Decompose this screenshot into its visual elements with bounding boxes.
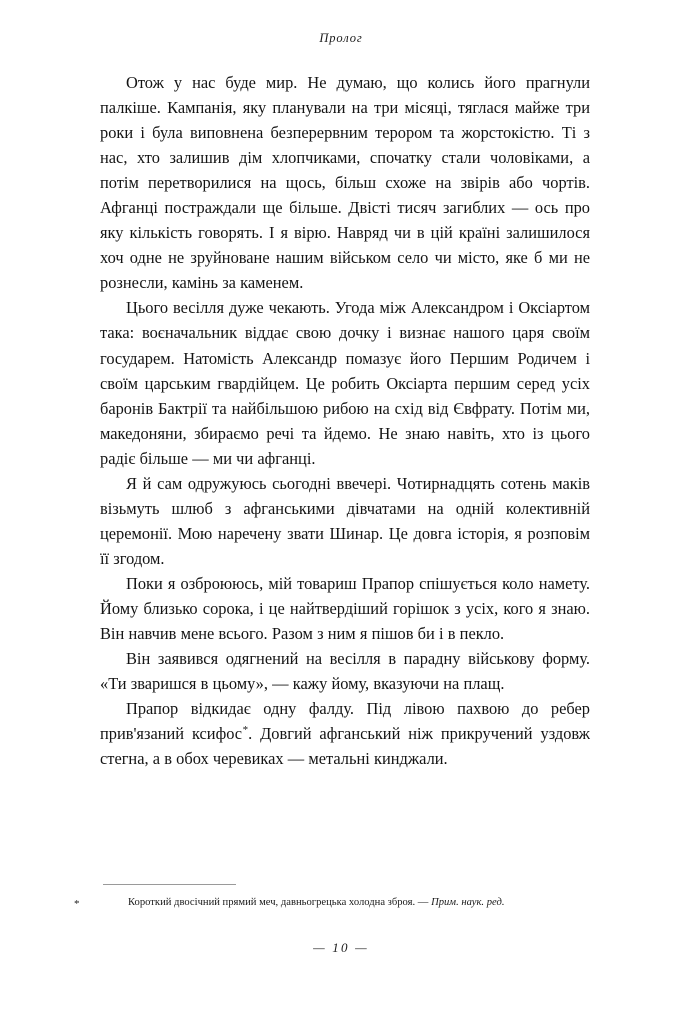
paragraph: Я й сам одружуюсь сьогодні ввечері. Чотирнадцять сотень маків візьмуть шлюб з афганськими дівчатами на одній колективній церемонії. Мою наречену звати Шинар. Це довга історія, я розповім її згодом.: [100, 473, 590, 568]
footnote-separator-rule: [103, 884, 236, 885]
footnote: [74, 896, 600, 910]
paragraph-text-after-ref: . Довгий афганський ніж прикручений уздовж стегна, а в обох черевиках — метальні кинджали.: [100, 724, 590, 769]
paragraph: Отож у нас буде мир. Не думаю, що колись його прагнули палкіше. Кампанія, яку планували на три місяці, тяглася майже три роки і була виповнена безперервним терором та жорстокістю. Ті з нас, хто залишив дім хлопчиками, спочатку стали чоловіками, а потім перетворилися на щось, більш схоже на звірів або чортів. Афганці постраждали ще більше. Двісті тисяч загиблих — ось про яку кількість говорять. І я вірю. Навряд чи в цій країні залишилося хоч одне не зруйноване нашим військом село чи місто, яке б ми не рознесли, камінь за каменем.: [100, 73, 590, 293]
footnote-reference-marker[interactable]: *: [242, 723, 249, 736]
page-number: — 10 —: [313, 940, 369, 955]
footnote-text: Короткий двосічний прямий меч, давньогрецька холодна зброя. —: [128, 897, 432, 908]
body-text-block: [100, 70, 590, 771]
paragraph: Поки я озброююсь, мій товариш Прапор спішується коло намету. Йому близько сорока, і це найтвердіший горішок з усіх, кого я знаю. Він навчив мене всього. Разом з ним я пішов би і в пекло.: [100, 573, 590, 644]
paragraph: Цього весілля дуже чекають. Угода між Александром і Оксіартом така: воєначальник віддає свою дочку і визнає нашого царя своїм государем. Натомість Александр помазує його Першим Родичем і своїм царським гвардійцем. Це робить Оксіарта першим серед усіх баронів Бактрії та найбільшою рибою на схід від Євфрату. Потім ми, македоняни, збираємо речі та йдемо. Не знаю навіть, хто із цього радіє більше — ми чи афганці.: [100, 298, 590, 468]
paragraph: Він заявився одягнений на весілля в парадну військову форму. «Ти зваришся в цьому», — кажу йому, вказуючи на плащ.: [100, 649, 590, 694]
footnote-area: [74, 884, 600, 910]
running-head: Пролог: [319, 31, 363, 45]
paragraph-text-before-ref: Прапор відкидає одну фалду. Під лівою пахвою до ребер прив'язаний ксифос: [100, 699, 590, 744]
paragraph-with-footnote-ref: [100, 696, 590, 771]
footnote-marker: *: [74, 898, 80, 910]
footnote-source-attribution: Прим. наук. ред.: [431, 897, 505, 908]
